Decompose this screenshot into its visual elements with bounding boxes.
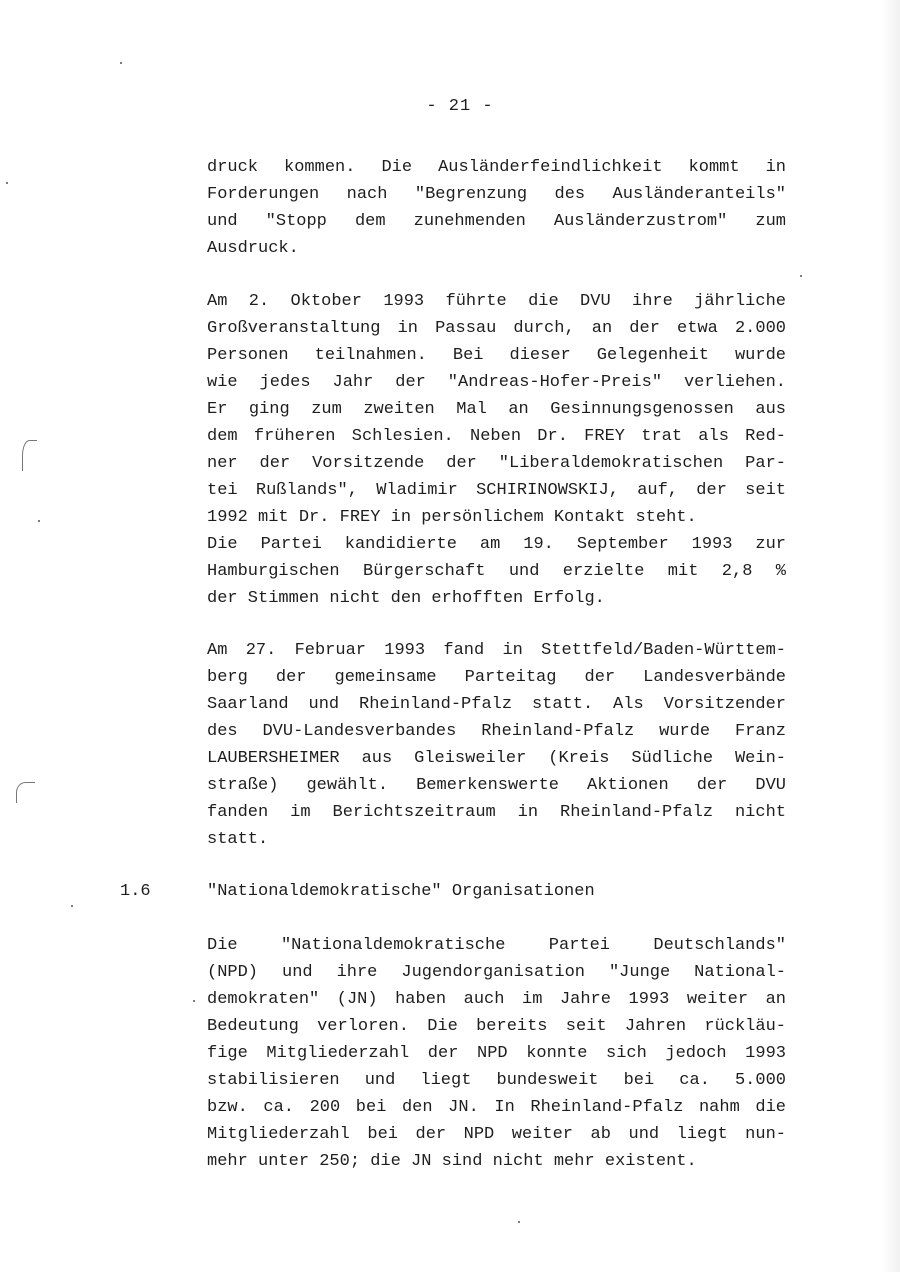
text-line: ner der Vorsitzende der "Liberaldemokratischen Par-	[207, 454, 786, 473]
text-line: Die Partei kandidierte am 19. September 1993 zur	[207, 535, 786, 554]
scan-speck	[38, 520, 40, 522]
text-line: Großveranstaltung in Passau durch, an der etwa 2.000	[207, 319, 786, 338]
scan-margin-mark	[22, 440, 37, 471]
scan-speck	[193, 1000, 195, 1002]
paragraph-4	[207, 932, 786, 1175]
text-line: Bedeutung verloren. Die bereits seit Jahren rückläu-	[207, 1017, 786, 1036]
text-line: bzw. ca. 200 bei den JN. In Rheinland-Pfalz nahm die	[207, 1098, 786, 1117]
text-line: fige Mitgliederzahl der NPD konnte sich jedoch 1993	[207, 1044, 786, 1063]
paragraph-3	[207, 637, 786, 853]
text-line: Am 27. Februar 1993 fand in Stettfeld/Baden-Württem-	[207, 641, 786, 660]
text-line: druck kommen. Die Ausländerfeindlichkeit kommt in	[207, 158, 786, 177]
section-title: "Nationaldemokratische" Organisationen	[207, 882, 595, 901]
text-line: der Stimmen nicht den erhofften Erfolg.	[207, 589, 605, 608]
page-edge-shadow	[882, 0, 900, 1272]
scan-speck	[800, 275, 802, 277]
text-line: 1992 mit Dr. FREY in persönlichem Kontakt steht.	[207, 508, 697, 527]
text-line: statt.	[207, 830, 269, 849]
text-line: wie jedes Jahr der "Andreas-Hofer-Preis" verliehen.	[207, 373, 786, 392]
text-line: dem früheren Schlesien. Neben Dr. FREY trat als Red-	[207, 427, 786, 446]
scan-speck	[71, 905, 73, 907]
text-line: berg der gemeinsame Parteitag der Landesverbände	[207, 668, 786, 687]
text-line: (NPD) und ihre Jugendorganisation "Junge National-	[207, 963, 786, 982]
text-line: Saarland und Rheinland-Pfalz statt. Als Vorsitzender	[207, 695, 786, 714]
text-line: Die "Nationaldemokratische Partei Deutschlands"	[207, 936, 786, 955]
scan-speck	[120, 62, 122, 64]
section-number: 1.6	[120, 882, 151, 901]
text-line: Er ging zum zweiten Mal an Gesinnungsgenossen aus	[207, 400, 786, 419]
paragraph-2	[207, 288, 786, 612]
scan-margin-mark	[16, 782, 35, 803]
text-line: und "Stopp dem zunehmenden Ausländerzustrom" zum	[207, 212, 786, 231]
text-line: Forderungen nach "Begrenzung des Ausländeranteils"	[207, 185, 786, 204]
text-line: mehr unter 250; die JN sind nicht mehr existent.	[207, 1152, 697, 1171]
text-line: LAUBERSHEIMER aus Gleisweiler (Kreis Südliche Wein-	[207, 749, 786, 768]
text-line: straße) gewählt. Bemerkenswerte Aktionen der DVU	[207, 776, 786, 795]
paragraph-1	[207, 154, 786, 262]
text-line: Am 2. Oktober 1993 führte die DVU ihre jährliche	[207, 292, 786, 311]
scan-speck	[6, 182, 8, 184]
text-line: demokraten" (JN) haben auch im Jahre 1993 weiter an	[207, 990, 786, 1009]
text-line: Personen teilnahmen. Bei dieser Gelegenheit wurde	[207, 346, 786, 365]
text-line: Mitgliederzahl bei der NPD weiter ab und liegt nun-	[207, 1125, 786, 1144]
text-line: stabilisieren und liegt bundesweit bei ca. 5.000	[207, 1071, 786, 1090]
text-line: fanden im Berichtszeitraum in Rheinland-Pfalz nicht	[207, 803, 786, 822]
text-line: des DVU-Landesverbandes Rheinland-Pfalz wurde Franz	[207, 722, 786, 741]
text-line: Hamburgischen Bürgerschaft und erzielte mit 2,8 %	[207, 562, 786, 581]
text-line: Ausdruck.	[207, 239, 299, 258]
scan-speck	[518, 1221, 520, 1223]
page-number: - 21 -	[426, 97, 494, 116]
text-line: tei Rußlands", Wladimir SCHIRINOWSKIJ, auf, der seit	[207, 481, 786, 500]
